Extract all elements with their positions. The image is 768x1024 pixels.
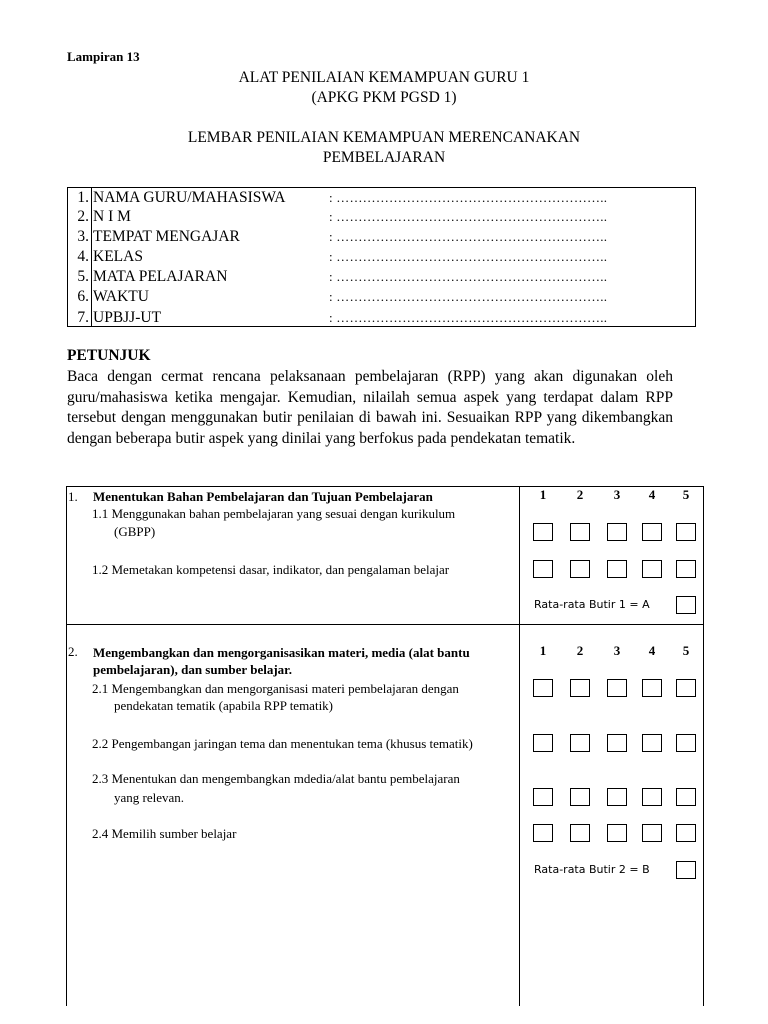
row-label: UPBJJ-UT <box>93 309 162 326</box>
score-checkbox[interactable] <box>607 824 627 842</box>
row-number: 6. <box>77 288 89 305</box>
scale-5: 5 <box>682 643 690 658</box>
score-checkbox[interactable] <box>570 523 590 541</box>
row-label: NAMA GURU/MAHASISWA <box>93 189 286 206</box>
score-checkbox[interactable] <box>642 734 662 752</box>
score-checkbox[interactable] <box>570 679 590 697</box>
score-checkbox[interactable] <box>607 560 627 578</box>
score-checkbox[interactable] <box>676 523 696 541</box>
section-1-title: Menentukan Bahan Pembelajaran dan Tujuan Pembelajaran <box>93 489 433 504</box>
score-checkbox[interactable] <box>570 824 590 842</box>
row-label: KELAS <box>93 248 143 265</box>
score-checkbox[interactable] <box>533 734 553 752</box>
identity-row <box>68 188 695 208</box>
scale-4: 4 <box>648 487 656 502</box>
score-checkbox[interactable] <box>676 824 696 842</box>
score-checkbox[interactable] <box>642 523 662 541</box>
row-number: 5. <box>77 268 89 285</box>
item-1-1-line-2: (GBPP) <box>114 524 156 539</box>
row-number: 2. <box>77 208 89 225</box>
row-value-field[interactable]: : …………………………………………………….. <box>329 289 608 304</box>
score-checkbox[interactable] <box>607 734 627 752</box>
row-label: WAKTU <box>93 288 149 305</box>
item-1-2: 1.2 Memetakan kompetensi dasar, indikator, dan pengalaman belajar <box>92 562 450 577</box>
score-checkbox[interactable] <box>642 788 662 806</box>
row-value-field[interactable]: : …………………………………………………….. <box>329 310 608 325</box>
score-checkbox[interactable] <box>533 824 553 842</box>
title-line-2: (APKG PKM PGSD 1) <box>311 89 457 106</box>
row-value-field[interactable]: : …………………………………………………….. <box>329 229 608 244</box>
score-checkbox[interactable] <box>676 679 696 697</box>
column-divider <box>519 487 520 1006</box>
petunjuk-heading: PETUNJUK <box>67 347 151 364</box>
scale-3: 3 <box>613 487 621 502</box>
item-2-3-line-2: yang relevan. <box>114 790 185 805</box>
score-checkbox[interactable] <box>533 523 553 541</box>
title-line-1: ALAT PENILAIAN KEMAMPUAN GURU 1 <box>238 69 530 86</box>
score-checkbox[interactable] <box>607 523 627 541</box>
score-checkbox[interactable] <box>607 679 627 697</box>
scale-3: 3 <box>613 643 621 658</box>
average-2-label: Rata-rata Butir 2 = B <box>534 863 650 876</box>
scale-2: 2 <box>576 487 584 502</box>
average-1-label: Rata-rata Butir 1 = A <box>534 598 650 611</box>
section-2-number: 2. <box>68 644 78 659</box>
identity-row <box>68 227 695 247</box>
score-checkbox[interactable] <box>676 560 696 578</box>
identity-row <box>68 267 695 287</box>
item-1-1-line-1: 1.1 Menggunakan bahan pembelajaran yang sesuai dengan kurikulum <box>92 506 456 521</box>
title-line-3: LEMBAR PENILAIAN KEMAMPUAN MERENCANAKAN <box>187 129 581 146</box>
average-2-box[interactable] <box>676 861 696 879</box>
scale-1: 1 <box>539 643 547 658</box>
row-number: 7. <box>77 309 89 326</box>
row-label: N I M <box>93 208 131 225</box>
row-value-field[interactable]: : …………………………………………………….. <box>329 190 608 205</box>
scale-1: 1 <box>539 487 547 502</box>
score-checkbox[interactable] <box>533 560 553 578</box>
item-2-2: 2.2 Pengembangan jaringan tema dan menentukan tema (khusus tematik) <box>92 736 473 751</box>
score-checkbox[interactable] <box>570 560 590 578</box>
row-value-field[interactable]: : …………………………………………………….. <box>329 249 608 264</box>
average-1-box[interactable] <box>676 596 696 614</box>
item-2-1-line-2: pendekatan tematik (apabila RPP tematik) <box>114 698 334 713</box>
section-1-number: 1. <box>68 489 78 504</box>
identity-row <box>68 247 695 267</box>
scale-2: 2 <box>576 643 584 658</box>
row-number: 1. <box>77 189 89 206</box>
score-checkbox[interactable] <box>570 788 590 806</box>
score-checkbox[interactable] <box>533 679 553 697</box>
identity-row <box>68 308 695 328</box>
row-number: 3. <box>77 228 89 245</box>
assessment-table <box>66 486 704 1006</box>
section-2-title-line-2: pembelajaran), dan sumber belajar. <box>93 662 292 677</box>
score-checkbox[interactable] <box>533 788 553 806</box>
identity-row <box>68 287 695 307</box>
row-divider <box>67 624 703 625</box>
petunjuk-text: Baca dengan cermat rencana pelaksanaan pembelajaran (RPP) yang akan digunakan oleh guru/mahasiswa ketika mengajar. Kemudian, nilailah semua aspek yang terdapat dalam RPP tersebut dengan menggunakan butir penilaian di bawah ini. Sesuaikan RPP yang dikembangkan dengan beberapa butir aspek yang dinilai yang berfokus pada pendekatan tematik. <box>67 368 673 447</box>
lampiran-label: Lampiran 13 <box>67 49 140 64</box>
row-label: TEMPAT MENGAJAR <box>93 228 240 245</box>
scale-4: 4 <box>648 643 656 658</box>
score-checkbox[interactable] <box>642 679 662 697</box>
identity-box <box>67 187 696 327</box>
item-2-3-line-1: 2.3 Menentukan dan mengembangkan mdedia/alat bantu pembelajaran <box>92 771 460 786</box>
item-2-1-line-1: 2.1 Mengembangkan dan mengorganisasi materi pembelajaran dengan <box>92 681 459 696</box>
score-checkbox[interactable] <box>676 734 696 752</box>
row-number: 4. <box>77 248 89 265</box>
row-label: MATA PELAJARAN <box>93 268 228 285</box>
row-value-field[interactable]: : …………………………………………………….. <box>329 269 608 284</box>
title-line-4: PEMBELAJARAN <box>322 149 446 166</box>
section-2-title-line-1: Mengembangkan dan mengorganisasikan materi, media (alat bantu <box>93 645 470 660</box>
score-checkbox[interactable] <box>642 824 662 842</box>
score-checkbox[interactable] <box>607 788 627 806</box>
identity-row <box>68 207 695 227</box>
item-2-4: 2.4 Memilih sumber belajar <box>92 826 237 841</box>
row-value-field[interactable]: : …………………………………………………….. <box>329 209 608 224</box>
scale-5: 5 <box>682 487 690 502</box>
score-checkbox[interactable] <box>642 560 662 578</box>
score-checkbox[interactable] <box>570 734 590 752</box>
score-checkbox[interactable] <box>676 788 696 806</box>
